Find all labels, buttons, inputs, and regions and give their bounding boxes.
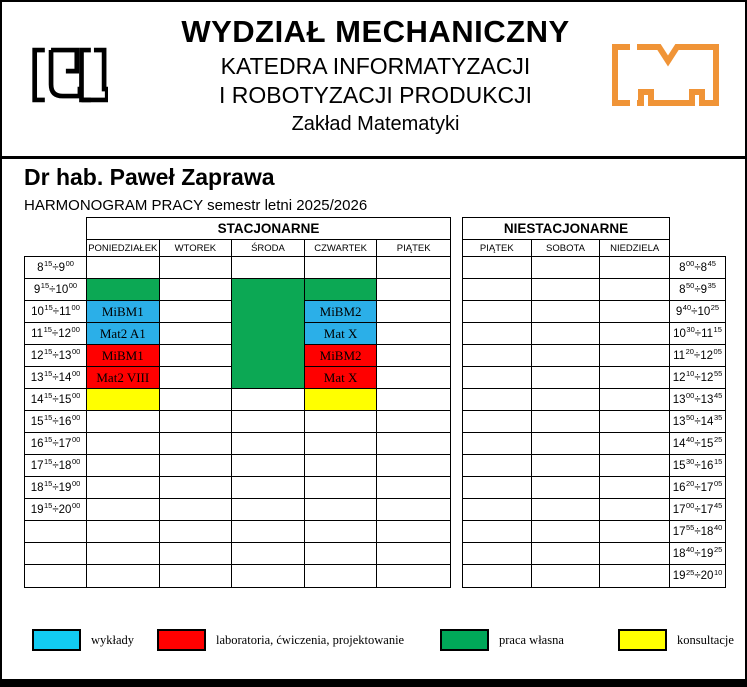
schedule-cell — [160, 455, 233, 477]
empty-time-slot — [25, 565, 86, 587]
schedule-cell — [305, 411, 378, 433]
schedule-cell — [532, 345, 601, 367]
schedule-cell — [87, 433, 160, 455]
course-label: Mat X — [323, 325, 358, 341]
stacjonarne-day-headers — [86, 239, 451, 257]
legend-swatch — [157, 629, 206, 651]
course-label: Mat2 VIII — [96, 369, 150, 385]
legend-swatch — [440, 629, 489, 651]
course-cell — [305, 323, 378, 345]
time-slot: 8 50 ÷ 9 35 — [670, 279, 725, 301]
schedule-cell — [600, 477, 669, 499]
header-divider — [2, 156, 745, 159]
schedule-cell — [600, 389, 669, 411]
schedule-cell — [463, 565, 532, 587]
schedule-cell — [87, 543, 160, 565]
day-header-sobota: SOBOTA — [532, 240, 601, 256]
time-slot: 13 15 ÷ 14 00 — [25, 367, 86, 389]
time-slot: 17 55 ÷ 18 40 — [670, 521, 725, 543]
wydzial-mechaniczny-logo-icon — [604, 42, 724, 109]
schedule-cell — [160, 433, 233, 455]
course-cell — [305, 279, 378, 301]
course-label: Mat2 A1 — [99, 325, 146, 341]
schedule-cell — [532, 257, 601, 279]
schedule-cell — [232, 521, 305, 543]
schedule-cell — [600, 521, 669, 543]
schedule-cell — [305, 499, 378, 521]
schedule-cell — [377, 543, 450, 565]
schedule-cell — [600, 499, 669, 521]
schedule-cell — [87, 565, 160, 587]
day-header-niedziela: NIEDZIELA — [610, 242, 660, 254]
schedule-cell — [232, 565, 305, 587]
schedule-cell — [463, 367, 532, 389]
schedule-cell — [463, 499, 532, 521]
legend-swatch — [32, 629, 81, 651]
schedule-cell — [600, 411, 669, 433]
schedule-cell — [87, 477, 160, 499]
schedule-cell — [87, 499, 160, 521]
schedule-cell — [463, 455, 532, 477]
schedule-cell — [305, 433, 378, 455]
niestacjonarne-grid — [462, 256, 670, 588]
empty-time-slot — [25, 521, 86, 543]
department-line1: KATEDRA INFORMATYZACJI — [220, 53, 531, 79]
schedule-cell — [600, 257, 669, 279]
schedule-subtitle: HARMONOGRAM PRACY semestr letni 2025/2026 — [24, 197, 368, 214]
header-text-block — [132, 12, 619, 139]
time-slot: 9 40 ÷ 10 25 — [670, 301, 725, 323]
course-cell — [87, 389, 160, 411]
time-slot: 13 50 ÷ 14 35 — [670, 411, 725, 433]
unit-name: Zakład Matematyki — [291, 113, 460, 135]
schedule-cell — [377, 411, 450, 433]
faculty-title: WYDZIAŁ MECHANICZNY — [181, 14, 570, 49]
schedule-cell — [532, 433, 601, 455]
schedule-cell — [87, 521, 160, 543]
course-label: MiBM2 — [319, 347, 362, 363]
schedule-cell — [232, 389, 305, 411]
schedule-cell — [87, 455, 160, 477]
time-slot: 11 15 ÷ 12 00 — [25, 323, 86, 345]
course-label: MiBM1 — [101, 303, 144, 319]
schedule-cell — [160, 477, 233, 499]
time-slot: 17 15 ÷ 18 00 — [25, 455, 86, 477]
legend-label: praca własna — [499, 632, 564, 647]
schedule-cell — [600, 323, 669, 345]
schedule-cell — [377, 345, 450, 367]
schedule-cell — [532, 521, 601, 543]
schedule-cell — [463, 301, 532, 323]
schedule-cell — [532, 411, 601, 433]
schedule-cell — [87, 257, 160, 279]
schedule-cell — [532, 455, 601, 477]
course-label: MiBM2 — [319, 303, 362, 319]
schedule-cell — [377, 565, 450, 587]
schedule-cell — [377, 521, 450, 543]
time-slot: 10 30 ÷ 11 15 — [670, 323, 725, 345]
time-slot: 12 10 ÷ 12 55 — [670, 367, 725, 389]
schedule-cell — [532, 565, 601, 587]
legend-label: laboratoria, ćwiczenia, projektowanie — [216, 632, 405, 647]
schedule-cell — [305, 565, 378, 587]
schedule-cell — [600, 565, 669, 587]
schedule-cell — [377, 257, 450, 279]
schedule-cell — [160, 565, 233, 587]
schedule-cell — [600, 345, 669, 367]
schedule-cell — [232, 499, 305, 521]
time-slot: 16 20 ÷ 17 05 — [670, 477, 725, 499]
stacjonarne-grid — [86, 256, 451, 588]
time-slot: 19 15 ÷ 20 00 — [25, 499, 86, 521]
schedule-cell — [600, 301, 669, 323]
niestacjonarne-title: NIESTACJONARNE — [462, 217, 670, 240]
time-slot: 17 00 ÷ 17 45 — [670, 499, 725, 521]
legend-label: konsultacje — [677, 632, 734, 647]
schedule-cell — [532, 499, 601, 521]
schedule-cell — [160, 389, 233, 411]
course-label: Mat X — [323, 369, 358, 385]
time-slot: 18 40 ÷ 19 25 — [670, 543, 725, 565]
schedule-cell — [600, 543, 669, 565]
schedule-cell — [377, 367, 450, 389]
schedule-cell — [377, 455, 450, 477]
legend-swatch — [618, 629, 667, 651]
course-cell — [305, 389, 378, 411]
schedule-cell — [463, 521, 532, 543]
course-cell — [87, 301, 160, 323]
schedule-cell — [232, 543, 305, 565]
legend-item — [157, 629, 404, 651]
schedule-cell — [160, 323, 233, 345]
time-slot: 9 15 ÷ 10 00 — [25, 279, 86, 301]
politechnika-lubelska-logo-icon — [30, 42, 108, 108]
course-cell — [87, 279, 160, 301]
legend-item — [618, 629, 734, 651]
schedule-cell — [463, 411, 532, 433]
course-cell — [87, 367, 160, 389]
day-header-piątek: PIĄTEK — [396, 242, 431, 254]
schedule-cell — [600, 279, 669, 301]
schedule-cell — [377, 477, 450, 499]
left-time-column — [24, 256, 87, 588]
right-time-column — [669, 256, 726, 588]
schedule-cell — [305, 477, 378, 499]
schedule-cell — [232, 257, 305, 279]
schedule-cell — [600, 455, 669, 477]
schedule-cell — [377, 433, 450, 455]
schedule-cell — [532, 477, 601, 499]
schedule-cell — [305, 257, 378, 279]
legend-item — [32, 629, 134, 651]
course-cell — [305, 301, 378, 323]
course-cell — [305, 367, 378, 389]
schedule-cell — [463, 279, 532, 301]
schedule-cell — [160, 411, 233, 433]
schedule-cell — [305, 521, 378, 543]
schedule-cell — [232, 477, 305, 499]
schedule-cell — [532, 301, 601, 323]
time-slot: 13 00 ÷ 13 45 — [670, 389, 725, 411]
schedule-cell — [160, 521, 233, 543]
schedule-cell — [160, 257, 233, 279]
time-slot: 15 30 ÷ 16 15 — [670, 455, 725, 477]
schedule-cell — [600, 367, 669, 389]
legend-item — [440, 629, 564, 651]
schedule-cell — [377, 389, 450, 411]
course-cell — [305, 345, 378, 367]
day-header-poniedziałek: PONIEDZIAŁEK — [87, 240, 160, 256]
time-slot: 10 15 ÷ 11 00 — [25, 301, 86, 323]
schedule-cell — [600, 433, 669, 455]
schedule-cell — [232, 433, 305, 455]
schedule-cell — [463, 345, 532, 367]
schedule-cell — [160, 345, 233, 367]
schedule-cell — [463, 257, 532, 279]
time-slot: 15 15 ÷ 16 00 — [25, 411, 86, 433]
schedule-cell — [305, 455, 378, 477]
schedule-cell — [463, 433, 532, 455]
schedule-cell — [160, 279, 233, 301]
schedule-cell — [232, 411, 305, 433]
schedule-cell — [377, 279, 450, 301]
time-slot: 14 15 ÷ 15 00 — [25, 389, 86, 411]
day-header-wtorek: WTOREK — [160, 240, 233, 256]
schedule-cell — [305, 543, 378, 565]
schedule-cell — [532, 323, 601, 345]
niestacjonarne-day-headers — [462, 239, 670, 257]
time-slot: 19 25 ÷ 20 10 — [672, 567, 723, 582]
department-line2: I ROBOTYZACJI PRODUKCJI — [218, 82, 533, 108]
time-slot: 8 00 ÷ 8 45 — [670, 257, 725, 279]
schedule-cell — [160, 543, 233, 565]
stacjonarne-title: STACJONARNE — [86, 217, 451, 240]
course-cell — [87, 323, 160, 345]
course-label: MiBM1 — [101, 347, 144, 363]
schedule-cell — [160, 367, 233, 389]
schedule-cell — [232, 455, 305, 477]
empty-time-slot — [25, 543, 86, 565]
schedule-cell — [532, 389, 601, 411]
time-slot: 14 40 ÷ 15 25 — [670, 433, 725, 455]
schedule-cell — [160, 301, 233, 323]
legend-label: wykłady — [91, 632, 135, 647]
time-slot: 12 15 ÷ 13 00 — [25, 345, 86, 367]
schedule-cell — [463, 323, 532, 345]
schedule-cell — [532, 279, 601, 301]
schedule-cell — [532, 543, 601, 565]
schedule-cell — [87, 411, 160, 433]
schedule-cell — [532, 367, 601, 389]
day-header-czwartek: CZWARTEK — [305, 240, 378, 256]
schedule-cell — [463, 389, 532, 411]
course-cell — [87, 345, 160, 367]
schedule-cell — [463, 543, 532, 565]
schedule-cell — [377, 499, 450, 521]
time-slot: 16 15 ÷ 17 00 — [25, 433, 86, 455]
person-name: Dr hab. Paweł Zaprawa — [24, 164, 275, 190]
time-slot: 18 15 ÷ 19 00 — [25, 477, 86, 499]
schedule-cell — [377, 323, 450, 345]
schedule-cell — [377, 301, 450, 323]
schedule-cell — [463, 477, 532, 499]
time-slot: 8 15 ÷ 9 00 — [25, 257, 86, 279]
time-slot: 11 20 ÷ 12 05 — [670, 345, 725, 367]
day-header-środa: ŚRODA — [232, 240, 305, 256]
course-cell — [232, 279, 305, 389]
day-header-piątek: PIĄTEK — [463, 240, 532, 256]
schedule-cell — [160, 499, 233, 521]
